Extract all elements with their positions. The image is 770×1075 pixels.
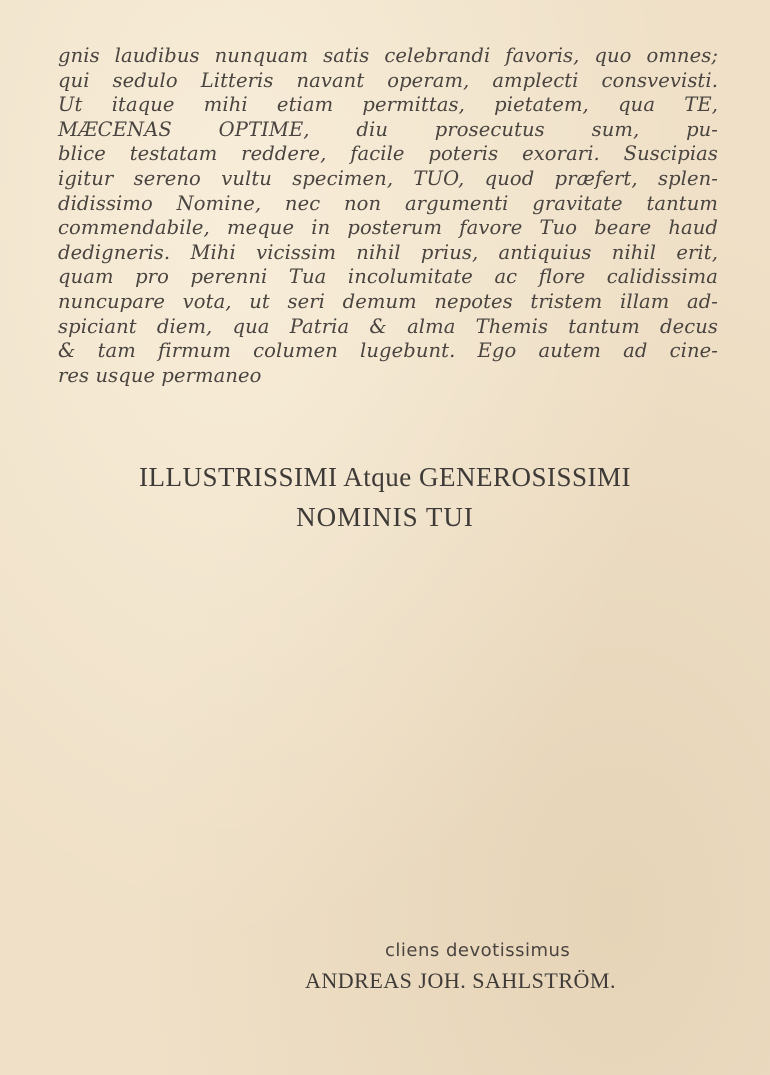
text-line: dedigneris. Mihi vicissim nihil prius, antiquius nihil erit, [58,240,718,264]
text-line: igitur sereno vultu specimen, TUO, quod præfert, splen- [58,166,718,190]
text-line: qui sedulo Litteris navant operam, amplecti consvevisti. [58,68,718,92]
text-line: gnis laudibus nunquam satis celebrandi favoris, quo omnes; [58,44,718,67]
text-line: Ut itaque mihi etiam permittas, pietatem, qua TE, [58,93,718,117]
signature-role: cliens devotissimus [385,940,571,961]
text-line: quam pro perenni Tua incolumitate ac flore calidissima [58,265,718,289]
closing-line-1: ILLUSTRISSIMI Atque GENEROSISSIMI [138,462,632,492]
text-line: spiciant diem, qua Patria & alma Themis tantum decus [58,314,718,338]
closing-line-2: NOMINIS TUI [296,502,474,532]
dedication-text [58,44,718,388]
text-line: commendabile, meque in posterum favore Tuo beare haud [58,216,718,240]
text-line: MÆCENAS OPTIME, diu prosecutus sum, pu- [58,117,718,141]
text-line: nuncupare vota, ut seri demum nepotes tristem illam ad- [58,289,718,313]
text-line: & tam firmum columen lugebunt. Ego autem ad cine- [58,339,718,363]
text-line: blice testatam reddere, facile poteris exorari. Suscipias [58,142,718,166]
text-line: didissimo Nomine, nec non argumenti gravitate tantum [58,191,718,215]
text-line: res usque permaneo [58,363,262,387]
signature-name: ANDREAS JOH. SAHLSTRÖM. [305,968,616,993]
